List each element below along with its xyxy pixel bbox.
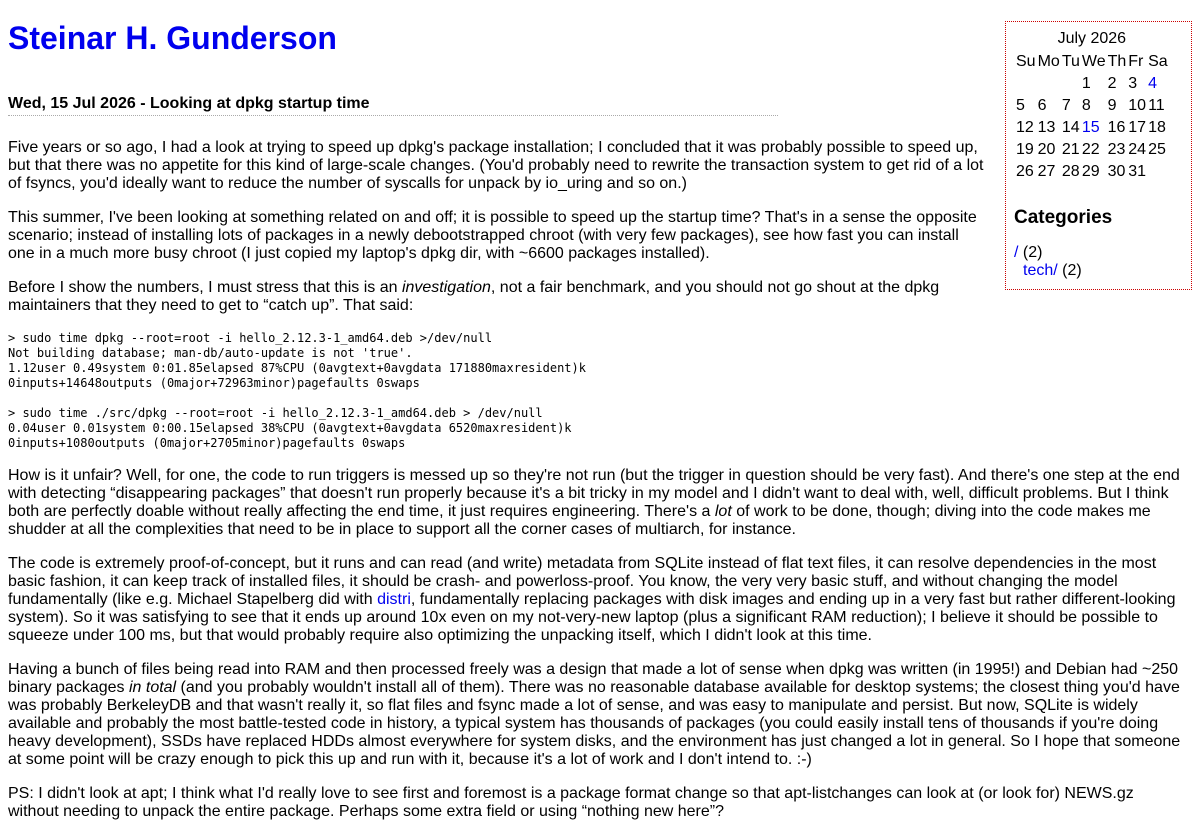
calendar-weekday: We	[1081, 53, 1106, 70]
calendar-weekday: Mo	[1037, 53, 1060, 70]
paragraph-1: Five years or so ago, I had a look at trying to speed up dpkg's package installation; I concluded that it was probably possible to speed up, but that there was no appetite for this kind of large-scale changes. (You'd probably need to rewrite the transaction system to get rid of a lot of fsyncs, you'd ideally want to reduce the number of syscalls for unpack by io_uring and so on.)	[8, 139, 984, 192]
category-count: (2)	[1022, 244, 1043, 261]
text: , fundamentally replacing packages with disk images and ending up in a very fast but rather different-looking system). So it was satisfying to see that it ends up around 10x even on my not-very-new laptop (plus a significant RAM reduction); I believe it should be possible to squeeze under 100 ms, but that would probably require also optimizing the unpacking itself, which I didn't look at this time.	[8, 591, 1176, 644]
paragraph-3	[8, 279, 984, 315]
calendar-day	[1062, 73, 1080, 95]
text: How is it unfair? Well, for one, the code to run triggers is messed up so they're not run (but the trigger in question should be very fast). And there's one step at the end with detecting “disappearing packages” that doesn't run properly because it's a bit tricky in my model and I didn't want to deal with, well, difficult problems. But I think both are perfectly doable without really affecting the end time, it just requires engineering. There's a	[8, 467, 1180, 520]
calendar-day: 7	[1061, 97, 1071, 114]
text: of work to be done, though; diving into the code makes me shudder at all the complexities that need to be in place to support all the corner cases of multiarch, for instance.	[8, 503, 1151, 538]
calendar-day: 25	[1148, 141, 1166, 158]
paragraph-6	[8, 661, 1188, 769]
text: Having a bunch of files being read into RAM and then processed freely was a design that made a lot of sense when dpkg was written (in 1995!) and Debian had ~250 binary packages	[8, 661, 1179, 696]
calendar-day: 16	[1107, 119, 1126, 136]
calendar-day: 12	[1016, 119, 1034, 136]
calendar-day: 6	[1037, 97, 1047, 114]
category-link[interactable]: /	[1014, 244, 1019, 261]
calendar-day: 13	[1037, 119, 1056, 136]
calendar-day-link[interactable]: 4	[1148, 75, 1157, 92]
calendar-day	[1038, 73, 1060, 95]
text: The code is extremely proof-of-concept, but it runs and can read (and write) metadata from SQLite instead of flat text files, it can resolve dependencies in the most basic fashion, it can keep track of installed files, it should be crash- and powerloss-proof. You know, the very very basic stuff, and without changing the model fundamentally (like e.g. Michael Stapelberg did with	[8, 555, 1157, 608]
calendar-day: 21	[1061, 141, 1080, 158]
calendar-day: 3	[1128, 75, 1138, 92]
calendar-day: 18	[1148, 119, 1166, 136]
calendar-weekday: Fr	[1128, 53, 1144, 70]
calendar-weekday-row	[1016, 51, 1168, 73]
calendar-day: 26	[1016, 163, 1034, 180]
calendar-day: 10	[1128, 97, 1147, 114]
calendar-day: 20	[1037, 141, 1056, 158]
calendar-weekday: Su	[1016, 53, 1036, 70]
calendar-day: 23	[1107, 141, 1126, 158]
text: Before I show the numbers, I must stress that this is an	[8, 279, 402, 296]
post-title: Wed, 15 Jul 2026 - Looking at dpkg startup time	[8, 94, 778, 116]
code-block: > sudo time dpkg --root=root -i hello_2.12.3-1_amd64.deb >/dev/null Not building database; man-db/auto-update is not 'true'. 1.12user 0.49system 0:01.85elapsed 87%CPU (0avgtext+0avgdata 171880maxresident)k 0inputs+14648outputs (0major+72963minor)pagefaults 0swaps > sudo time ./src/dpkg --root=root -i hello_2.12.3-1_amd64.deb > /dev/null 0.04user 0.01system 0:00.15elapsed 38%CPU (0avgtext+0avgdata 6520maxresident)k 0inputs+1080outputs (0major+2705minor)pagefaults 0swaps	[8, 331, 586, 450]
text: (and you probably wouldn't install all of them). There was no reasonable database available for desktop systems; the closest thing you'd have was probably BerkeleyDB and that wasn't really it, so flat files and fsync made a lot of sense, and was easy to manipulate and persist. But now, SQLite is widely available and probably the most battle-tested code in history, a typical system has thousands of packages (you could easily install tens of thousands if you're doing heavy development), SSDs have replaced HDDs almost everywhere for system disks, and the environment has just changed a lot in general. So I hope that someone at some point will be crazy enough to pick this up and run with it, because it's a lot of work and I don't intend to. :-)	[8, 679, 1181, 768]
paragraph-7: PS: I didn't look at apt; I think what I'd really love to see first and foremost is a package format change so that apt-listchanges can look at (or look for) NEWS.gz without needing to unpack the entire package. Perhaps some extra field or using “nothing new here”?	[8, 785, 1134, 820]
calendar-day: 31	[1128, 163, 1147, 180]
text: , not a fair benchmark, and you should not go shout at the dpkg maintainers that they need to get to “catch up”. That said:	[8, 279, 940, 314]
paragraph-5	[8, 555, 1188, 645]
calendar-week	[1016, 73, 1168, 95]
paragraph-4	[8, 467, 1188, 539]
calendar-day: 2	[1107, 75, 1117, 92]
categories-heading: Categories	[1014, 207, 1113, 228]
calendar-day: 24	[1128, 141, 1147, 158]
calendar-day-link[interactable]: 15	[1081, 119, 1100, 136]
calendar-day: 8	[1081, 97, 1091, 114]
site-title[interactable]: Steinar H. Gunderson	[8, 20, 337, 56]
calendar-day: 1	[1081, 75, 1091, 92]
calendar-day: 30	[1107, 163, 1126, 180]
calendar-weekday: Tu	[1061, 53, 1080, 70]
calendar-day: 17	[1128, 119, 1147, 136]
main-content	[8, 94, 1188, 837]
category-count: (2)	[1062, 262, 1082, 279]
distri-link[interactable]: distri	[377, 591, 411, 608]
calendar-day: 9	[1107, 97, 1117, 114]
calendar-day: 22	[1081, 141, 1100, 158]
category-link[interactable]: tech/	[1023, 262, 1058, 279]
calendar-day: 19	[1016, 141, 1034, 158]
calendar-day	[1016, 73, 1036, 95]
emphasis: lot	[714, 503, 732, 520]
calendar-day: 27	[1037, 163, 1056, 180]
paragraph-2: This summer, I've been looking at something related on and off; it is possible to speed up the startup time? That's in a sense the opposite scenario; instead of installing lots of packages in a newly debootstrapped chroot (with very few packages), see how fast you can install one in a much more busy chroot (I just copied my laptop's dpkg dir, with ~6600 packages installed).	[8, 209, 977, 262]
post-body	[8, 139, 1188, 821]
calendar-weekday: Th	[1107, 53, 1127, 70]
calendar-day: 5	[1016, 97, 1025, 114]
emphasis: in total	[128, 679, 177, 696]
calendar-day: 28	[1061, 163, 1080, 180]
calendar-weekday: Sa	[1148, 53, 1168, 70]
calendar-month: July 2026	[1057, 30, 1127, 47]
calendar-day: 14	[1061, 119, 1080, 136]
calendar-day: 11	[1148, 97, 1165, 114]
calendar-day: 29	[1081, 163, 1100, 180]
calendar-day[interactable]	[1148, 73, 1168, 95]
emphasis: investigation	[401, 279, 491, 296]
